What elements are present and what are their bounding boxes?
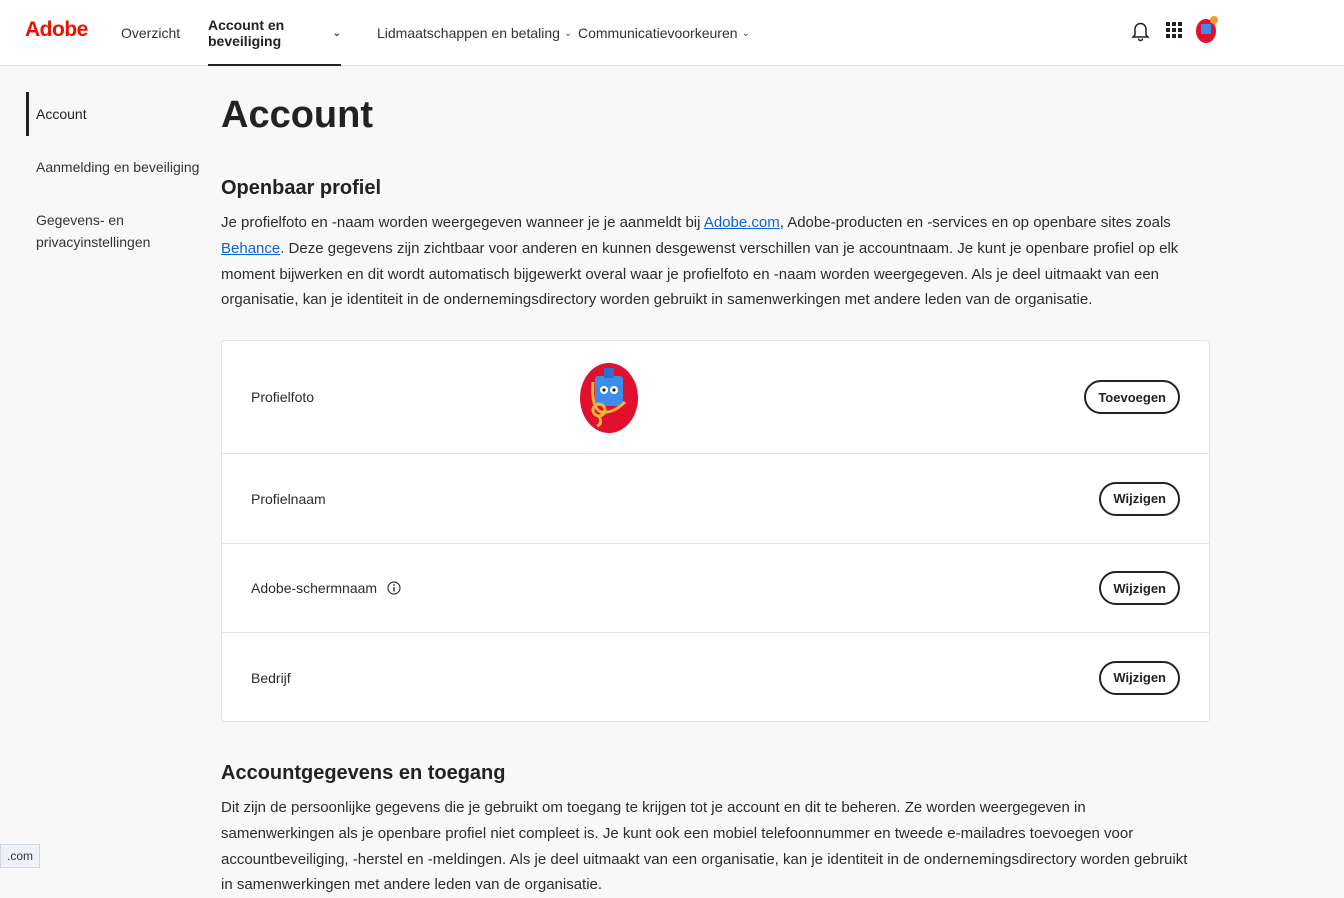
row-label: Adobe-schermnaam bbox=[251, 580, 378, 596]
sidebar-item-account[interactable] bbox=[26, 92, 87, 136]
company-row bbox=[222, 633, 1209, 722]
sidebar-item-aanmelding[interactable] bbox=[26, 156, 199, 178]
apps-grid-icon[interactable] bbox=[1166, 22, 1182, 38]
screen-name-row bbox=[222, 544, 1209, 633]
nav-account-en-beveiliging[interactable] bbox=[208, 0, 341, 66]
change-company-button[interactable]: Wijzigen bbox=[1099, 661, 1180, 695]
sidebar-item-label: Aanmelding en beveiliging bbox=[36, 159, 200, 175]
account-access-description: Dit zijn de persoonlijke gegevens die je gebruikt om toegang te krijgen tot je account en dit te beheren. Ze worden weergegeven in samenwerkingen als je openbare profiel niet compleet is. Je kunt ook een mobiel telefoonnummer en tweede e-mailadres toevoegen voor accountbeveiliging, -herstel en -meldingen. Als je deel uitmaakt van een organisatie, kan je identiteit in de ondernemingsdirectory worden gebruikt in samenwerkingen met andere leden van de organisatie. bbox=[221, 799, 1188, 894]
adobe-logo[interactable]: Adobe bbox=[25, 18, 88, 41]
change-profile-name-button[interactable]: Wijzigen bbox=[1099, 482, 1180, 516]
nav-label: Overzicht bbox=[121, 25, 181, 41]
sidebar-item-label: Gegevens- en privacyinstellingen bbox=[36, 212, 151, 250]
user-avatar[interactable] bbox=[1195, 15, 1219, 45]
sidebar-item-privacy[interactable] bbox=[26, 209, 176, 253]
row-label: Profielfoto bbox=[251, 389, 315, 405]
nav-communicatievoorkeuren[interactable] bbox=[578, 0, 750, 66]
nav-label: Lidmaatschappen en betaling bbox=[377, 25, 560, 41]
info-icon[interactable] bbox=[387, 581, 401, 595]
text: Je profielfoto en -naam worden weergegeven wanneer je je aanmeldt bij bbox=[221, 214, 704, 231]
section-heading-account-access: Accountgegevens en toegang bbox=[221, 762, 506, 784]
bell-icon[interactable] bbox=[1131, 20, 1150, 42]
public-profile-description bbox=[221, 210, 1216, 313]
profile-name-row bbox=[222, 454, 1209, 544]
public-profile-card bbox=[221, 340, 1210, 722]
adobe-com-link[interactable]: Adobe.com bbox=[703, 214, 780, 231]
status-bar-url: .com bbox=[0, 844, 40, 868]
profile-photo bbox=[579, 362, 639, 434]
section-heading-public-profile: Openbaar profiel bbox=[221, 177, 382, 199]
text: , Adobe-producten en -services en op openbare sites zoals bbox=[779, 214, 1171, 231]
row-label: Bedrijf bbox=[251, 669, 291, 686]
chevron-down-icon: ⌄ bbox=[563, 27, 573, 39]
behance-link[interactable]: Behance bbox=[221, 239, 281, 257]
chevron-down-icon: ⌄ bbox=[332, 27, 341, 39]
change-screen-name-button[interactable]: Wijzigen bbox=[1099, 571, 1180, 605]
page-title: Account bbox=[221, 94, 373, 136]
row-label-wrap bbox=[251, 580, 401, 596]
nav-label: Communicatievoorkeuren bbox=[578, 25, 738, 41]
sidebar-item-label: Account bbox=[36, 106, 87, 122]
nav-lidmaatschappen[interactable] bbox=[377, 0, 572, 66]
profile-photo-row bbox=[222, 341, 1209, 454]
top-header bbox=[0, 0, 1344, 66]
add-photo-button[interactable]: Toevoegen bbox=[1084, 380, 1180, 414]
nav-overzicht[interactable] bbox=[121, 0, 180, 66]
text: . Deze gegevens zijn zichtbaar voor anderen en kunnen desgewenst verschillen van je accountnaam. Je kunt je openbare profiel op elk moment bijwerken en dit wordt automatisch bijgewerkt overal waar je profielfoto en -naam worden weergegeven. Als je deel uitmaakt van een organisatie, kan je identiteit in de ondernemingsdirectory worden gebruikt in samenwerkingen met andere leden van de organisatie. bbox=[221, 239, 1179, 309]
chevron-down-icon: ⌄ bbox=[741, 27, 750, 39]
nav-label: Account en beveiliging bbox=[208, 17, 285, 49]
row-label: Profielnaam bbox=[251, 490, 326, 507]
